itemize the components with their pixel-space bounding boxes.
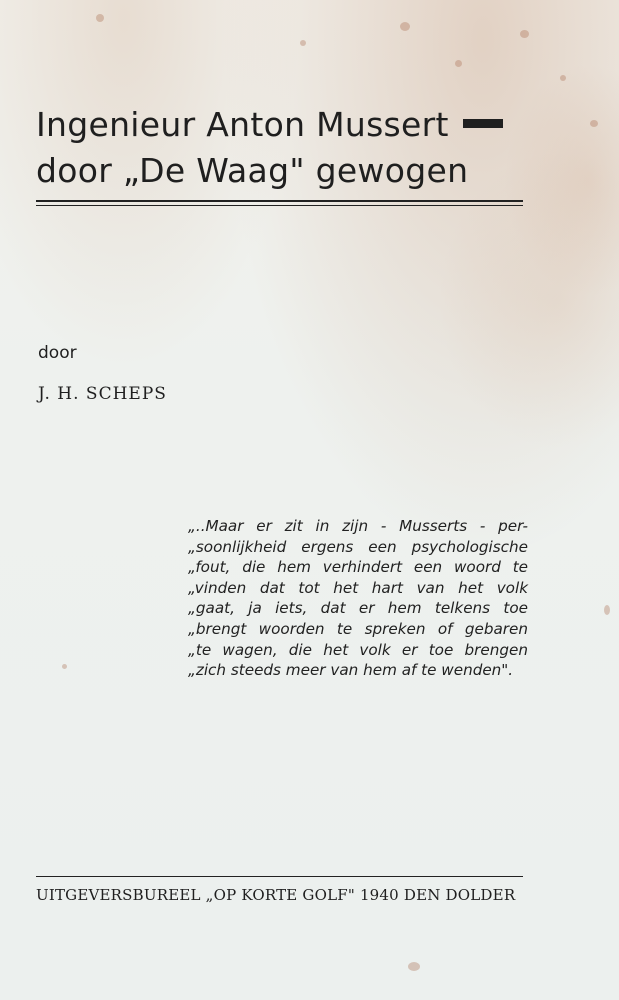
quote-line: „te wagen, die het volk er toe brengen — [188, 640, 528, 659]
publisher-rule — [36, 876, 523, 877]
foxing-spot — [408, 962, 420, 971]
rule-thick — [36, 200, 523, 202]
foxing-spot — [96, 14, 104, 22]
foxing-spot — [560, 75, 566, 81]
foxing-spot — [62, 664, 67, 669]
rule-thin — [36, 205, 523, 206]
publisher-imprint: UITGEVERSBUREEL „OP KORTE GOLF" 1940 DEN DOLDER — [36, 886, 516, 904]
quote-line: „soonlijkheid ergens een psychologische — [188, 537, 528, 556]
foxing-spot — [604, 605, 610, 615]
epigraph-quote — [188, 516, 528, 681]
title-dash — [463, 119, 503, 128]
quote-line: „gaat, ja iets, dat er hem telkens toe — [188, 599, 528, 618]
byline-label: door — [38, 343, 77, 363]
author-name: J. H. SCHEPS — [38, 384, 167, 404]
quote-line: „zich steeds meer van hem af te wenden". — [188, 661, 514, 680]
quote-line: „vinden dat tot het hart van het volk — [188, 578, 528, 597]
quote-line: „..Maar er zit in zijn - Musserts - per- — [188, 517, 528, 535]
foxing-spot — [590, 120, 598, 127]
quote-line: „brengt woorden te spreken of gebaren — [188, 619, 528, 638]
document-title — [36, 102, 536, 194]
title-line-2: door „De Waag" gewogen — [36, 151, 469, 190]
quote-line: „fout, die hem verhindert een woord te — [188, 558, 528, 577]
title-double-rule — [36, 200, 523, 207]
title-line-1 — [36, 102, 536, 148]
foxing-spot — [520, 30, 529, 38]
title-line-1-text: Ingenieur Anton Mussert — [36, 105, 449, 144]
foxing-spot — [455, 60, 462, 67]
foxing-spot — [400, 22, 410, 31]
foxing-spot — [300, 40, 306, 46]
